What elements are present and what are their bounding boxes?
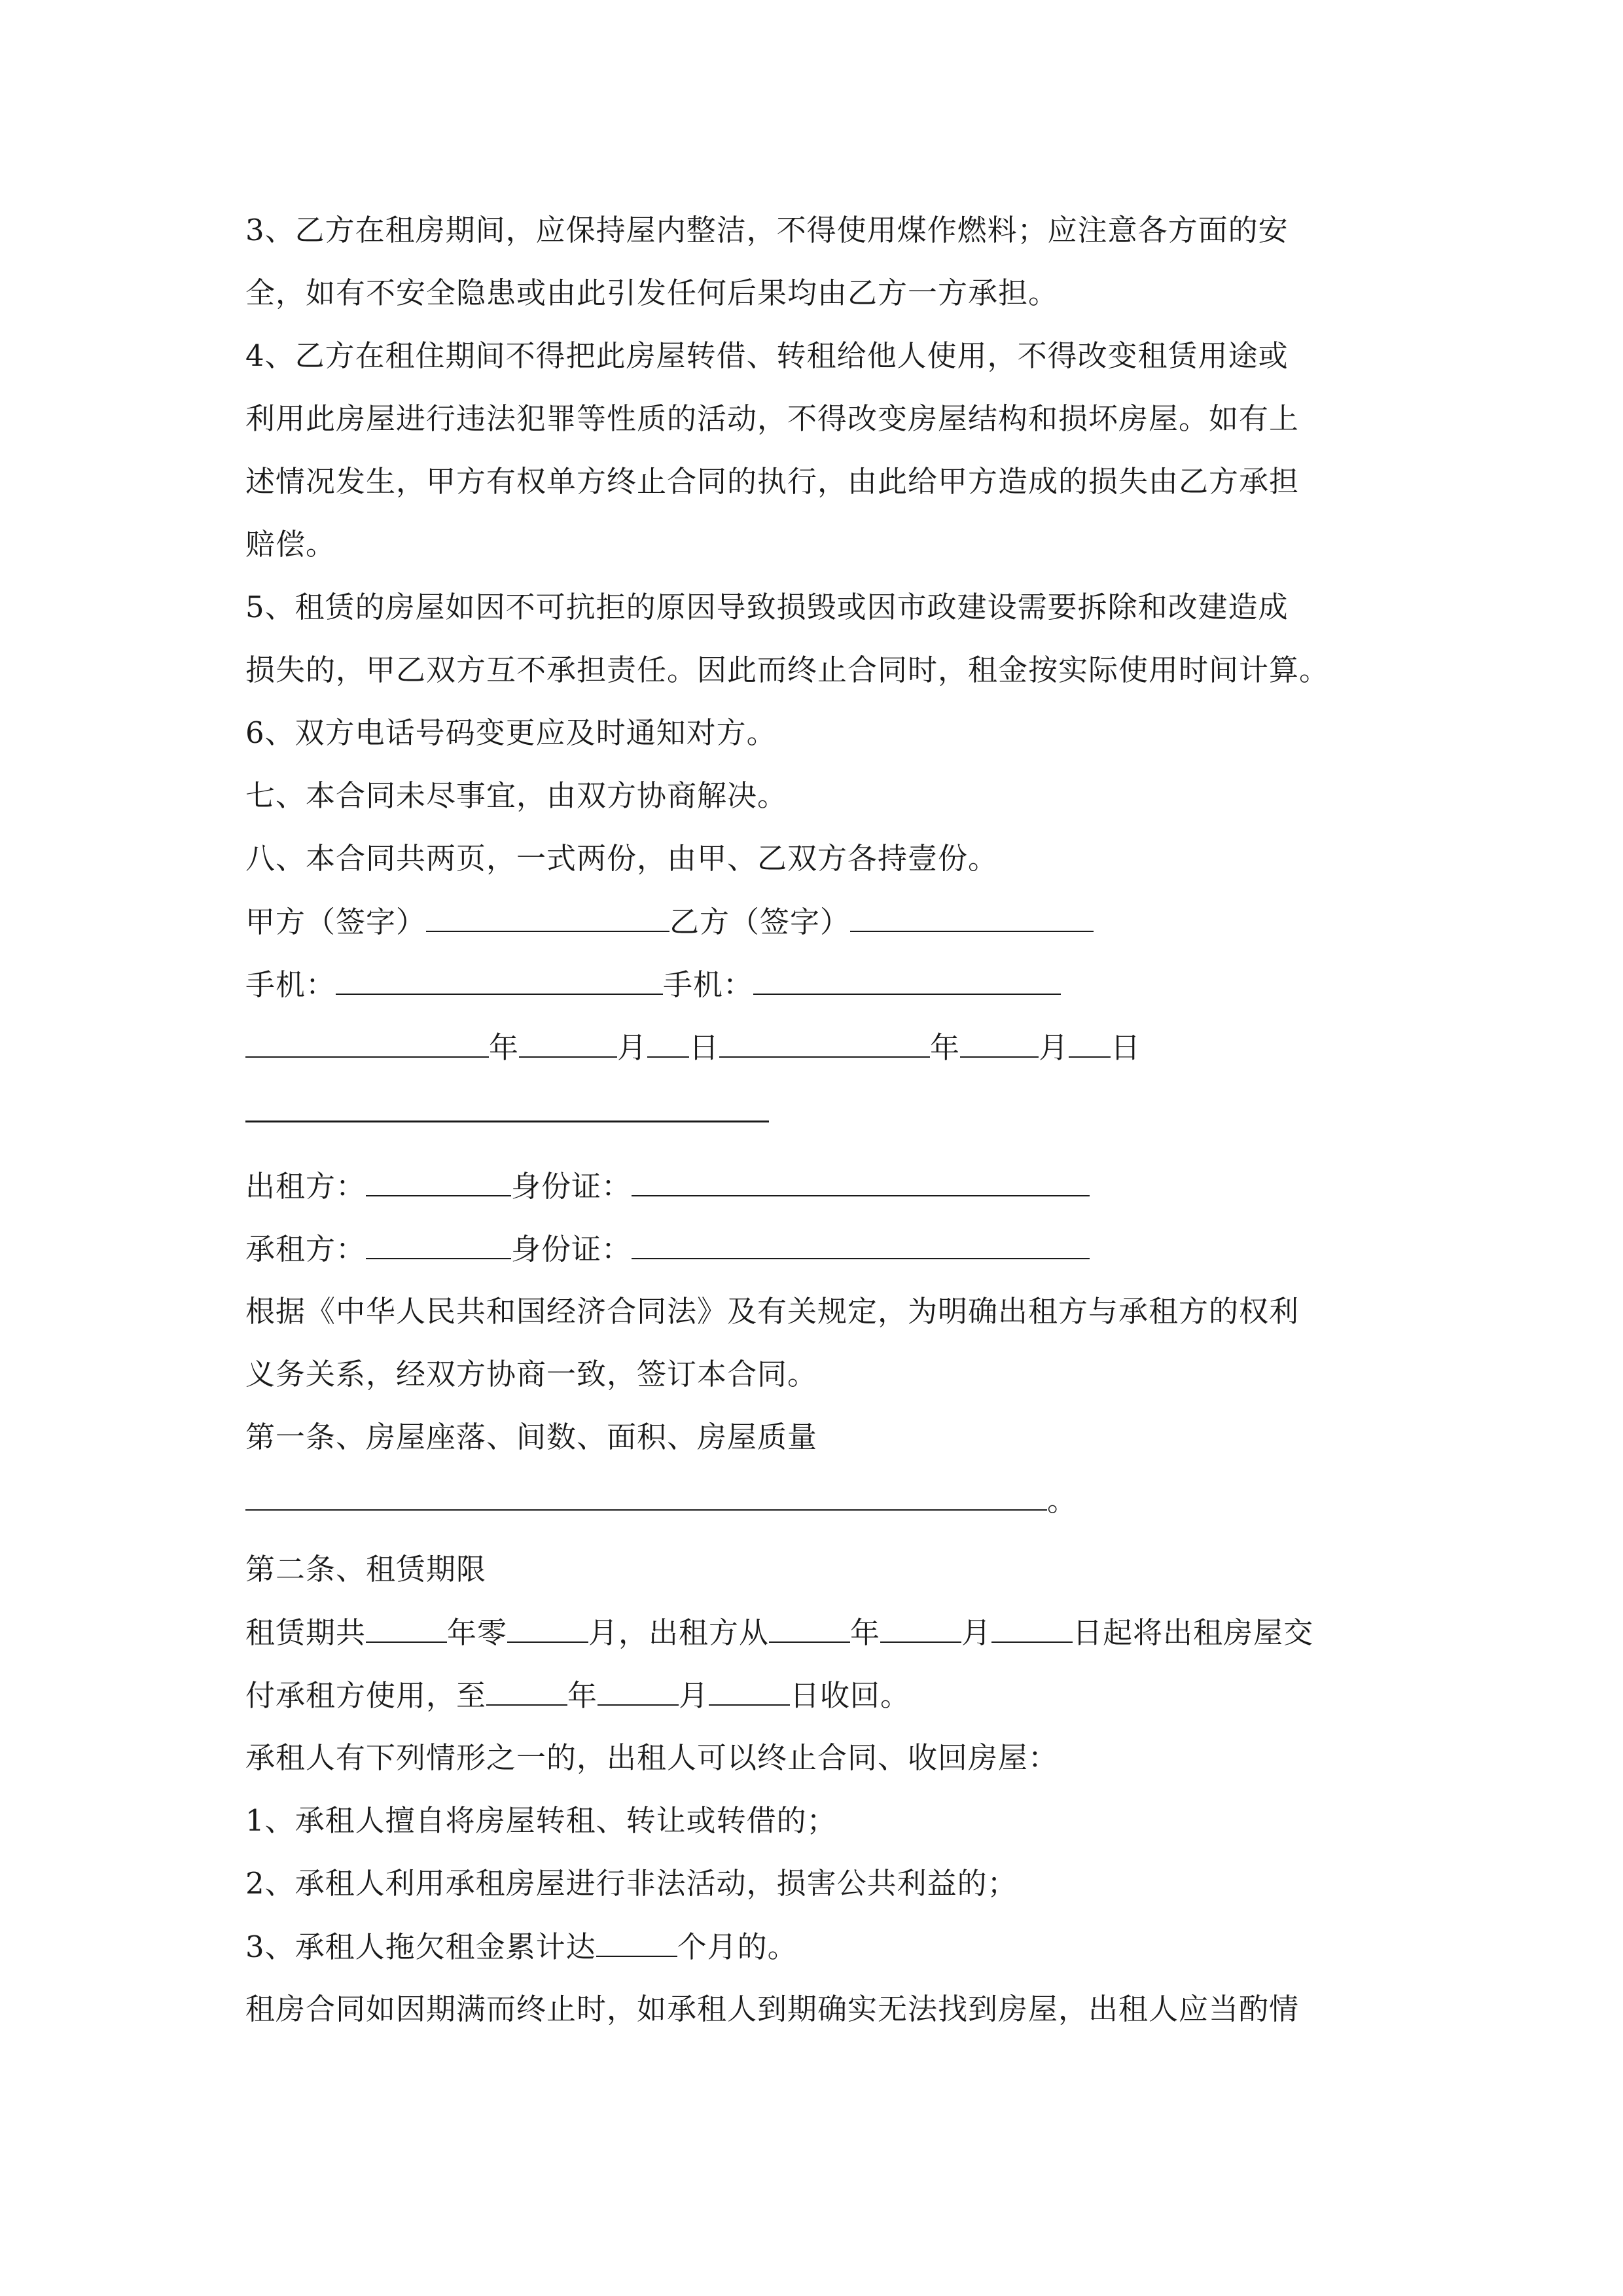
start-month-field[interactable] (880, 1613, 961, 1643)
party-b-label: 乙方（签字） (669, 905, 851, 939)
year-label: 年 (930, 1030, 961, 1065)
clause-5-line-2: 损失的，甲乙双方互不承担责任。因此而终止合同时，租金按实际使用时间计算。 (245, 653, 1330, 687)
clause-3-line-2: 全，如有不安全隐患或由此引发任何后果均由乙方一方承担。 (245, 276, 1059, 310)
clause-3-line-1: 3、乙方在租房期间，应保持屋内整洁，不得使用煤作燃料；应注意各方面的安 (245, 213, 1289, 247)
party-a-signature-field[interactable] (426, 902, 669, 932)
id-label: 身份证： (511, 1169, 632, 1204)
term-text: 年 (850, 1615, 881, 1650)
term-years-field[interactable] (366, 1613, 447, 1643)
month-label: 月 (617, 1030, 648, 1065)
term-months-field[interactable] (507, 1613, 588, 1643)
article-1-field-line (245, 1480, 1077, 1520)
date-b-year-field[interactable] (719, 1028, 930, 1058)
article-2-title: 第二条、租赁期限 (245, 1552, 487, 1587)
term-text: 日收回。 (790, 1678, 911, 1713)
article-1-end: 。 (1047, 1483, 1078, 1518)
property-description-field[interactable] (245, 1480, 1047, 1511)
end-year-field[interactable] (486, 1676, 567, 1706)
end-month-field[interactable] (597, 1676, 679, 1706)
year-label: 年 (489, 1030, 520, 1065)
clause-5-line-1: 5、租赁的房屋如因不可抗拒的原因导致损毁或因市政建设需要拆除和改建造成 (245, 590, 1289, 624)
lessee-name-field[interactable] (366, 1229, 511, 1259)
term-text: 年 (567, 1678, 598, 1713)
article-8: 八、本合同共两页，一式两份，由甲、乙双方各持壹份。 (245, 841, 999, 876)
date-a-year-field[interactable] (245, 1028, 489, 1058)
date-b-month-field[interactable] (960, 1028, 1039, 1058)
phone-a-field[interactable] (336, 965, 663, 995)
term-text: 月 (679, 1678, 709, 1713)
overdue-months-field[interactable] (596, 1927, 677, 1957)
day-label: 日 (1111, 1030, 1141, 1065)
lessor-id-field[interactable] (632, 1166, 1090, 1196)
lessor-line (245, 1166, 1090, 1206)
intro-line-1: 根据《中华人民共和国经济合同法》及有关规定，为明确出租方与承租方的权利 (245, 1294, 1300, 1329)
section-divider (245, 1121, 769, 1122)
closing-line: 租房合同如因期满而终止时，如承租人到期确实无法找到房屋，出租人应当酌情 (245, 1992, 1300, 2026)
clause-6: 6、双方电话号码变更应及时通知对方。 (245, 715, 777, 750)
term-line-2 (245, 1676, 910, 1715)
term-text: 日起将出租房屋交 (1073, 1615, 1314, 1650)
phone-a-label: 手机： (245, 967, 336, 1002)
party-b-signature-field[interactable] (850, 902, 1094, 932)
term-text: 年零 (447, 1615, 508, 1650)
condition-1: 1、承租人擅自将房屋转租、转让或转借的； (245, 1803, 837, 1838)
condition-3-text: 个月的。 (677, 1929, 798, 1964)
term-text: 付承租方使用，至 (245, 1678, 487, 1713)
date-b-day-field[interactable] (1069, 1028, 1111, 1058)
condition-2: 2、承租人利用承租房屋进行非法活动，损害公共利益的； (245, 1866, 1018, 1901)
condition-3 (245, 1927, 798, 1967)
phone-b-label: 手机： (663, 967, 754, 1002)
phone-line (245, 965, 1061, 1005)
date-a-day-field[interactable] (647, 1028, 689, 1058)
end-day-field[interactable] (709, 1676, 790, 1706)
article-7: 七、本合同未尽事宜，由双方协商解决。 (245, 778, 788, 813)
article-1-title: 第一条、房屋座落、间数、面积、房屋质量 (245, 1420, 818, 1454)
signature-line (245, 902, 1094, 942)
term-text: 月，出租方从 (588, 1615, 770, 1650)
month-label: 月 (1039, 1030, 1069, 1065)
termination-intro: 承租人有下列情形之一的，出租人可以终止合同、收回房屋： (245, 1740, 1059, 1775)
clause-4-line-1: 4、乙方在租住期间不得把此房屋转借、转租给他人使用，不得改变租赁用途或 (245, 338, 1289, 373)
start-year-field[interactable] (769, 1613, 850, 1643)
term-text: 租赁期共 (245, 1615, 366, 1650)
lessee-label: 承租方： (245, 1232, 366, 1266)
term-text: 月 (961, 1615, 992, 1650)
lessor-name-field[interactable] (366, 1166, 511, 1196)
phone-b-field[interactable] (753, 965, 1061, 995)
condition-3-text: 3、承租人拖欠租金累计达 (245, 1929, 596, 1964)
lessor-label: 出租方： (245, 1169, 366, 1204)
clause-4-line-4: 赔偿。 (245, 527, 336, 562)
lessee-line (245, 1229, 1090, 1269)
lessee-id-field[interactable] (632, 1229, 1090, 1259)
start-day-field[interactable] (991, 1613, 1073, 1643)
term-line-1 (245, 1613, 1313, 1653)
intro-line-2: 义务关系，经双方协商一致，签订本合同。 (245, 1357, 818, 1391)
day-label: 日 (689, 1030, 720, 1065)
clause-4-line-2: 利用此房屋进行违法犯罪等性质的活动，不得改变房屋结构和损坏房屋。如有上 (245, 401, 1300, 436)
date-line (245, 1028, 1141, 1067)
clause-4-line-3: 述情况发生，甲方有权单方终止合同的执行，由此给甲方造成的损失由乙方承担 (245, 464, 1300, 499)
id-label: 身份证： (511, 1232, 632, 1266)
date-a-month-field[interactable] (519, 1028, 617, 1058)
party-a-label: 甲方（签字） (245, 905, 427, 939)
